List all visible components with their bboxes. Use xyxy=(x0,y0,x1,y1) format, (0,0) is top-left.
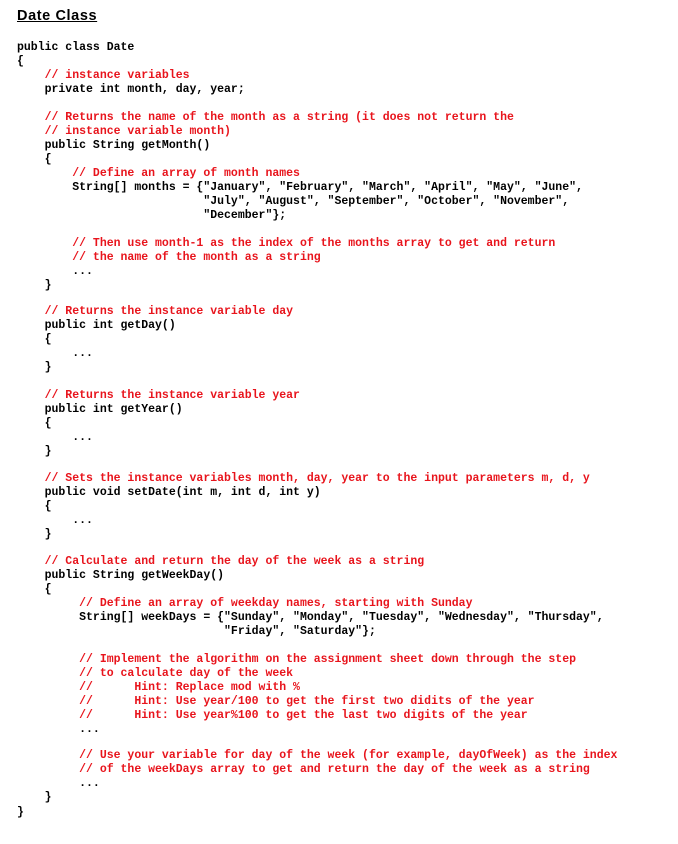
code-comment-line: // to calculate day of the week xyxy=(17,667,294,680)
code-line: { xyxy=(17,500,52,513)
document-title: Date Class xyxy=(17,8,98,24)
code-comment-line: // Define an array of month names xyxy=(17,167,300,180)
code-line: public class Date xyxy=(17,41,135,54)
code-comment-line: // Sets the instance variables month, day, year to the input parameters m, d, y xyxy=(17,472,590,485)
code-comment-line: // instance variable month) xyxy=(17,125,231,138)
code-line: String[] weekDays = {"Sunday", "Monday", "Tuesday", "Wednesday", "Thursday", xyxy=(17,611,604,624)
code-line: } xyxy=(17,279,52,292)
code-comment-line: // Calculate and return the day of the week as a string xyxy=(17,555,425,568)
code-line: public int getYear() xyxy=(17,403,183,416)
code-comment-line: // Hint: Replace mod with % xyxy=(17,681,300,694)
code-comment-line: // the name of the month as a string xyxy=(17,251,321,264)
code-comment-line: // of the weekDays array to get and return the day of the week as a string xyxy=(17,763,590,776)
code-comment-line: // Returns the name of the month as a string (it does not return the xyxy=(17,111,514,124)
code-line: { xyxy=(17,333,52,346)
code-line: public String getMonth() xyxy=(17,139,211,152)
code-line: "December"}; xyxy=(17,209,287,222)
code-line: ... xyxy=(17,723,100,736)
code-line: public void setDate(int m, int d, int y) xyxy=(17,486,321,499)
code-line: } xyxy=(17,791,52,804)
code-line: public String getWeekDay() xyxy=(17,569,225,582)
code-line: ... xyxy=(17,347,93,360)
code-line: { xyxy=(17,153,52,166)
code-comment-line: // Returns the instance variable day xyxy=(17,305,294,318)
code-comment-line: // Implement the algorithm on the assignment sheet down through the step xyxy=(17,653,576,666)
code-line: public int getDay() xyxy=(17,319,176,332)
code-comment-line: // Use your variable for day of the week (for example, dayOfWeek) as the index xyxy=(17,749,618,762)
code-comment-line: // instance variables xyxy=(17,69,190,82)
code-line: } xyxy=(17,445,52,458)
code-line: "July", "August", "September", "October", "November", xyxy=(17,195,570,208)
code-line: { xyxy=(17,55,24,68)
code-line: ... xyxy=(17,777,100,790)
code-line: ... xyxy=(17,431,93,444)
code-line: } xyxy=(17,806,24,819)
code-comment-line: // Then use month-1 as the index of the months array to get and return xyxy=(17,237,556,250)
code-comment-line: // Hint: Use year/100 to get the first two didits of the year xyxy=(17,695,535,708)
code-comment-line: // Define an array of weekday names, starting with Sunday xyxy=(17,597,473,610)
code-line: } xyxy=(17,528,52,541)
code-line: ... xyxy=(17,265,93,278)
code-line: { xyxy=(17,583,52,596)
code-line: String[] months = {"January", "February", "March", "April", "May", "June", xyxy=(17,181,583,194)
code-line: ... xyxy=(17,514,93,527)
code-line: } xyxy=(17,361,52,374)
code-comment-line: // Hint: Use year%100 to get the last two digits of the year xyxy=(17,709,528,722)
code-line: { xyxy=(17,417,52,430)
code-comment-line: // Returns the instance variable year xyxy=(17,389,300,402)
code-line: "Friday", "Saturday"}; xyxy=(17,625,376,638)
code-line: private int month, day, year; xyxy=(17,83,245,96)
